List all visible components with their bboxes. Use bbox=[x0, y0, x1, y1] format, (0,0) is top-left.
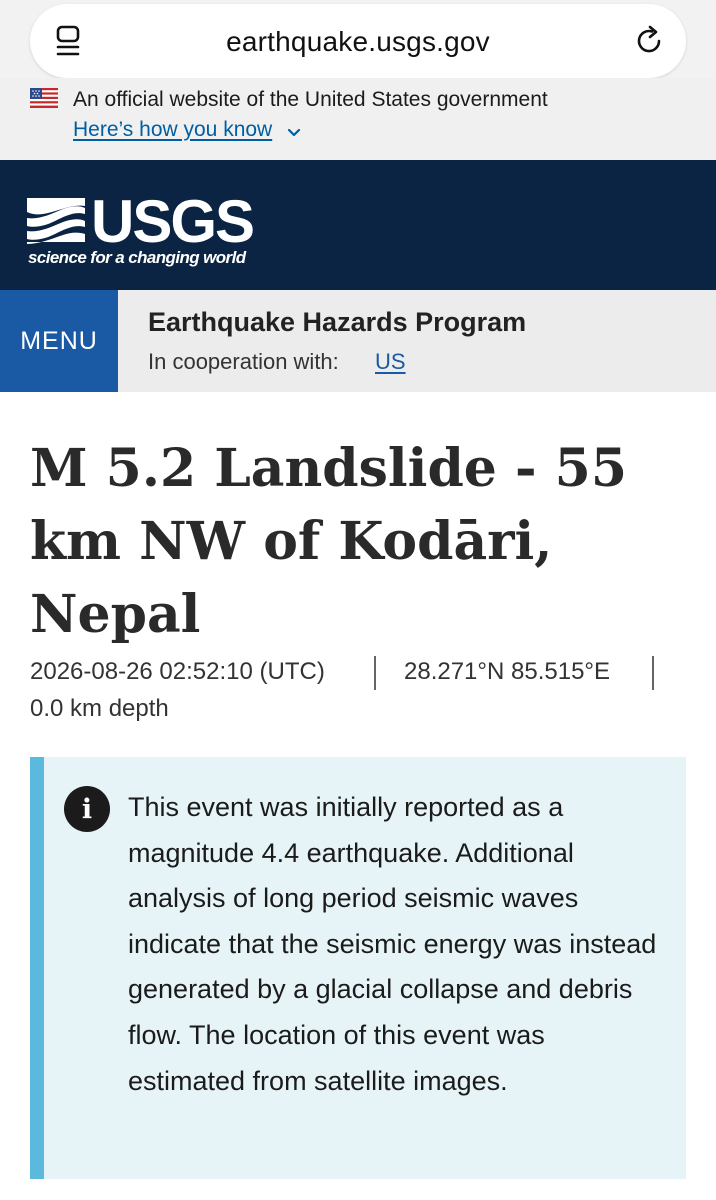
alert-accent-bar bbox=[30, 757, 44, 1179]
url-text[interactable]: earthquake.usgs.gov bbox=[226, 26, 490, 57]
gov-banner-text: An official website of the United States government bbox=[73, 88, 548, 111]
cooperation-link[interactable]: US bbox=[375, 349, 406, 374]
browser-bar bbox=[0, 0, 716, 78]
event-coordinates: 28.271°N 85.515°E bbox=[404, 658, 611, 685]
event-depth: 0.0 km depth bbox=[30, 695, 169, 722]
meta-divider bbox=[374, 656, 376, 690]
gov-banner bbox=[0, 78, 716, 160]
us-flag-icon bbox=[30, 88, 58, 108]
program-bar bbox=[0, 290, 716, 392]
heres-how-you-know-link[interactable]: Here’s how you know bbox=[73, 118, 273, 141]
event-time: 2026-08-26 02:52:10 (UTC) bbox=[30, 658, 325, 685]
info-alert bbox=[30, 757, 686, 1179]
reload-icon[interactable] bbox=[632, 24, 666, 58]
usgs-logo[interactable] bbox=[27, 178, 267, 268]
program-title[interactable]: Earthquake Hazards Program bbox=[148, 307, 527, 337]
address-bar[interactable] bbox=[30, 4, 686, 78]
meta-divider bbox=[652, 656, 654, 690]
chevron-down-icon[interactable] bbox=[287, 126, 301, 140]
usgs-wordmark: USGS bbox=[91, 188, 254, 255]
alert-text: This event was initially reported as a magnitude 4.4 earthquake. Additional analysis of long period seismic waves indicate that the seismic energy was instead generated by a glacial collapse and debris flow. The location of this event was estimated from satellite images. bbox=[128, 792, 657, 1096]
usgs-tagline: science for a changing world bbox=[28, 248, 246, 267]
event-title: M 5.2 Landslide - 55 km NW of Kodāri, Nepal bbox=[30, 438, 628, 645]
site-header bbox=[0, 160, 716, 290]
cooperation-label: In cooperation with: bbox=[148, 349, 339, 374]
info-icon: i bbox=[64, 786, 110, 832]
menu-button[interactable]: MENU bbox=[0, 290, 118, 392]
